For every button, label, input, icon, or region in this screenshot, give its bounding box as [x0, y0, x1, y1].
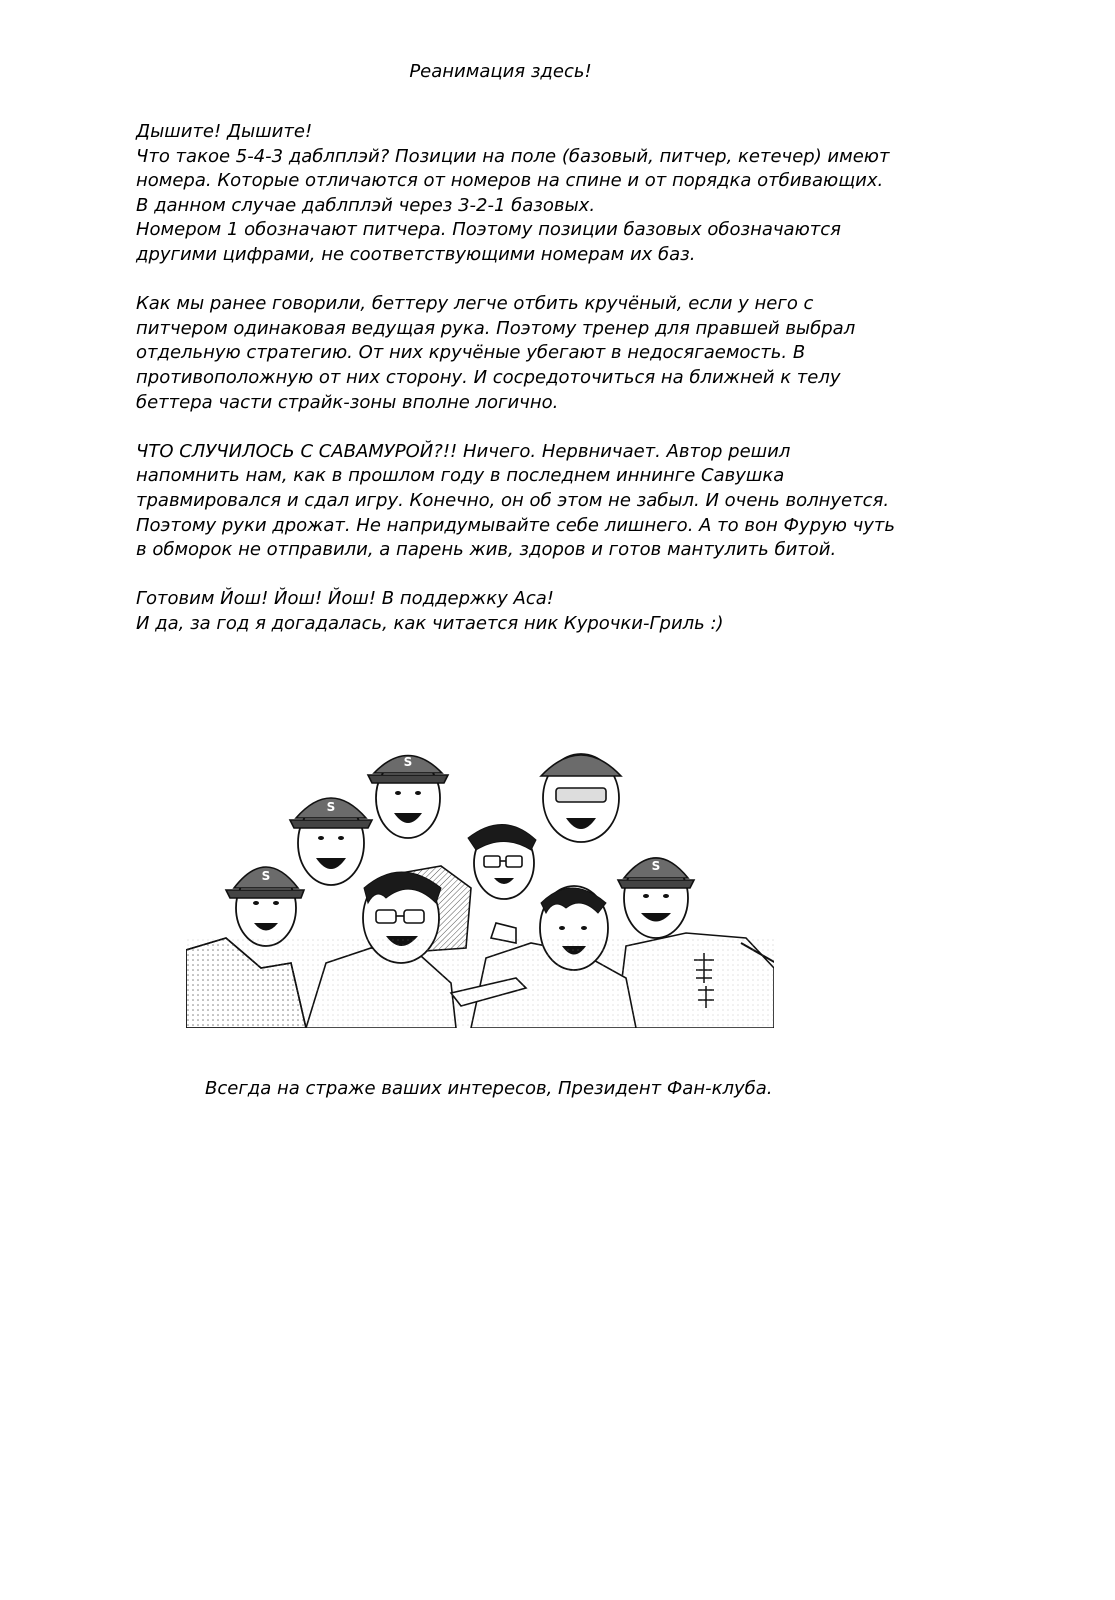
paragraph-2: [136, 292, 976, 415]
text-line: И да, за год я догадалась, как читается ник Курочки-Гриль :): [136, 612, 724, 634]
text-line: в обморок не отправили, а парень жив, здоров и готов мантулить битой.: [136, 539, 837, 561]
text-line: беттера части страйк-зоны вполне логично.: [136, 391, 559, 413]
text-line: Номером 1 обозначают питчера. Поэтому позиции базовых обозначаются: [136, 219, 841, 241]
page-title: Реанимация здесь!: [409, 61, 592, 82]
text-line: Поэтому руки дрожат. Не напридумывайте себе лишнего. А то вон Фурую чуть: [136, 514, 895, 536]
paragraph-4: [136, 587, 976, 636]
text-line: питчером одинаковая ведущая рука. Поэтому тренер для правшей выбрал: [136, 317, 856, 339]
cap-letter: S: [326, 800, 336, 814]
cap-letter: S: [651, 859, 661, 873]
text-line: Что такое 5-4-3 даблплэй? Позиции на поле (базовый, питчер, кетечер) имеют: [136, 145, 890, 167]
text-line: другими цифрами, не соответствующими номерам их баз.: [136, 243, 696, 265]
text-line: номера. Которые отличаются от номеров на спине и от порядка отбивающих.: [136, 170, 884, 192]
text-line: отдельную стратегию. От них кручёные убегают в недосягаемость. В: [136, 342, 806, 364]
body-text: [136, 120, 976, 661]
cap-letter: S: [261, 869, 271, 883]
manga-group-cheering-illustration: [186, 738, 774, 1028]
paragraph-3: [136, 440, 976, 563]
text-line: Готовим Йош! Йош! Йош! В поддержку Аса!: [136, 588, 554, 610]
text-line: В данном случае даблплэй через 3-2-1 базовых.: [136, 194, 596, 216]
cap-letter: S: [403, 755, 413, 769]
paragraph-1: [136, 120, 976, 268]
text-line: противоположную от них сторону. И сосредоточиться на ближней к телу: [136, 366, 841, 388]
text-line: напомнить нам, как в прошлом году в последнем иннинге Савушка: [136, 465, 785, 487]
signature: Всегда на страже ваших интересов, Президент Фан-клуба.: [205, 1078, 773, 1099]
text-line: Как мы ранее говорили, беттеру легче отбить кручёный, если у него с: [136, 293, 814, 315]
text-line: травмировался и сдал игру. Конечно, он об этом не забыл. И очень волнуется.: [136, 489, 890, 511]
text-line: Дышите! Дышите!: [136, 121, 313, 142]
text-line: ЧТО СЛУЧИЛОСЬ С САВАМУРОЙ?!! Ничего. Нервничает. Автор решил: [136, 440, 791, 462]
